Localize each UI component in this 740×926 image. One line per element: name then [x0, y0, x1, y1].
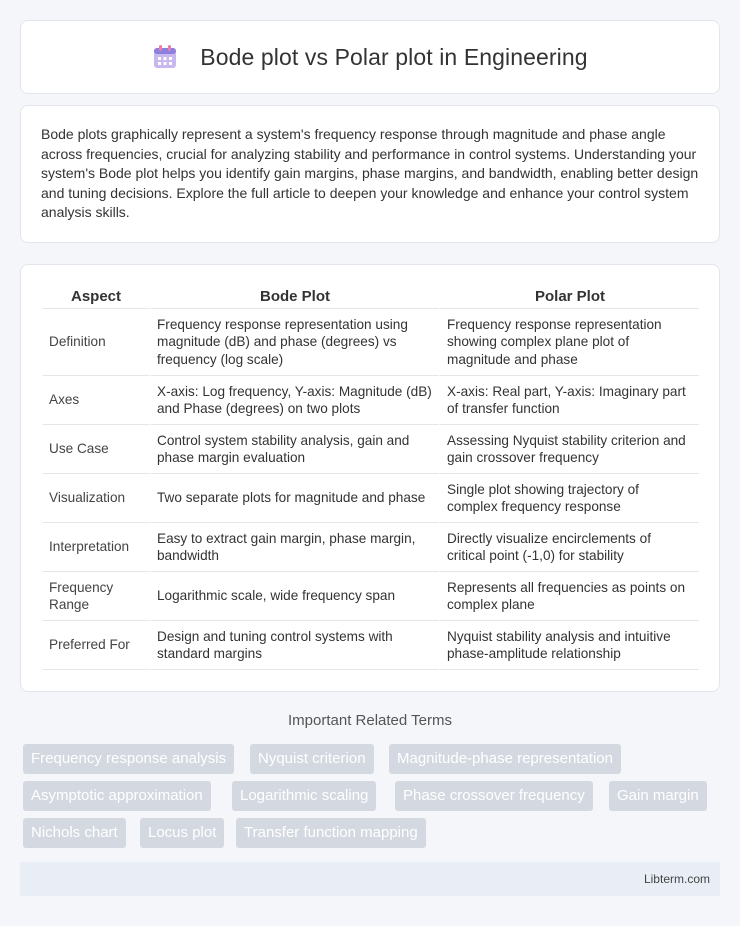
tag-frequency-response-analysis[interactable]: Frequency response analysis	[23, 744, 234, 774]
calendar-icon	[152, 44, 178, 70]
comparison-card	[20, 264, 720, 692]
header-card	[20, 20, 720, 94]
cell-bode: Design and tuning control systems with standard margins	[149, 621, 439, 670]
tag-nyquist-criterion[interactable]: Nyquist criterion	[250, 744, 374, 774]
table-row	[43, 376, 699, 425]
tag-nichols-chart[interactable]: Nichols chart	[23, 818, 126, 848]
header-aspect: Aspect	[43, 286, 149, 309]
table-row	[43, 621, 699, 670]
table-row	[43, 425, 699, 474]
table-row	[43, 523, 699, 572]
cell-aspect: Visualization	[43, 474, 149, 523]
cell-polar: Directly visualize encirclements of critical point (-1,0) for stability	[439, 523, 699, 572]
tag-transfer-function-mapping[interactable]: Transfer function mapping	[236, 818, 426, 848]
cell-bode: Control system stability analysis, gain and phase margin evaluation	[149, 425, 439, 474]
cell-aspect: Use Case	[43, 425, 149, 474]
cell-bode: Logarithmic scale, wide frequency span	[149, 572, 439, 621]
table-row	[43, 572, 699, 621]
cell-polar: Assessing Nyquist stability criterion and gain crossover frequency	[439, 425, 699, 474]
cell-polar: Frequency response representation showing complex plane plot of magnitude and phase	[439, 309, 699, 376]
intro-text: Bode plots graphically represent a system's frequency response through magnitude and phase angle across frequencies, crucial for analyzing stability and performance in control systems. Understanding your system's Bode plot helps you identify gain margins, phase margins, and bandwidth, enabling better design and tuning decisions. Explore the full article to deepen your knowledge and enhance your control system analysis skills.	[41, 126, 699, 220]
cell-aspect: Axes	[43, 376, 149, 425]
tag-phase-crossover-frequency[interactable]: Phase crossover frequency	[395, 781, 593, 811]
footer-site-link[interactable]: Libterm.com	[643, 872, 710, 886]
cell-polar: Nyquist stability analysis and intuitive phase-amplitude relationship	[439, 621, 699, 670]
cell-aspect: Frequency Range	[43, 572, 149, 621]
intro-card	[20, 105, 720, 243]
comparison-table	[43, 286, 699, 670]
cell-polar: Single plot showing trajectory of complex frequency response	[439, 474, 699, 523]
header-bode: Bode Plot	[149, 286, 439, 309]
table-header-row	[43, 286, 699, 309]
cell-polar: Represents all frequencies as points on complex plane	[439, 572, 699, 621]
cell-aspect: Definition	[43, 309, 149, 376]
table-row	[43, 309, 699, 376]
tag-magnitude-phase-representation[interactable]: Magnitude-phase representation	[389, 744, 621, 774]
cell-aspect: Interpretation	[43, 523, 149, 572]
cell-bode: Two separate plots for magnitude and phase	[149, 474, 439, 523]
tag-gain-margin[interactable]: Gain margin	[609, 781, 707, 811]
header-polar: Polar Plot	[439, 286, 699, 309]
tag-asymptotic-approximation[interactable]: Asymptotic approximation	[23, 781, 211, 811]
footer	[20, 862, 720, 896]
tag-logarithmic-scaling[interactable]: Logarithmic scaling	[232, 781, 376, 811]
cell-bode: X-axis: Log frequency, Y-axis: Magnitude (dB) and Phase (degrees) on two plots	[149, 376, 439, 425]
page-title: Bode plot vs Polar plot in Engineering	[200, 43, 588, 70]
related-terms-title: Important Related Terms	[288, 712, 452, 729]
cell-bode: Easy to extract gain margin, phase margin, bandwidth	[149, 523, 439, 572]
cell-bode: Frequency response representation using magnitude (dB) and phase (degrees) vs frequency (log scale)	[149, 309, 439, 376]
tag-locus-plot[interactable]: Locus plot	[140, 818, 224, 848]
table-row	[43, 474, 699, 523]
cell-polar: X-axis: Real part, Y-axis: Imaginary part of transfer function	[439, 376, 699, 425]
cell-aspect: Preferred For	[43, 621, 149, 670]
